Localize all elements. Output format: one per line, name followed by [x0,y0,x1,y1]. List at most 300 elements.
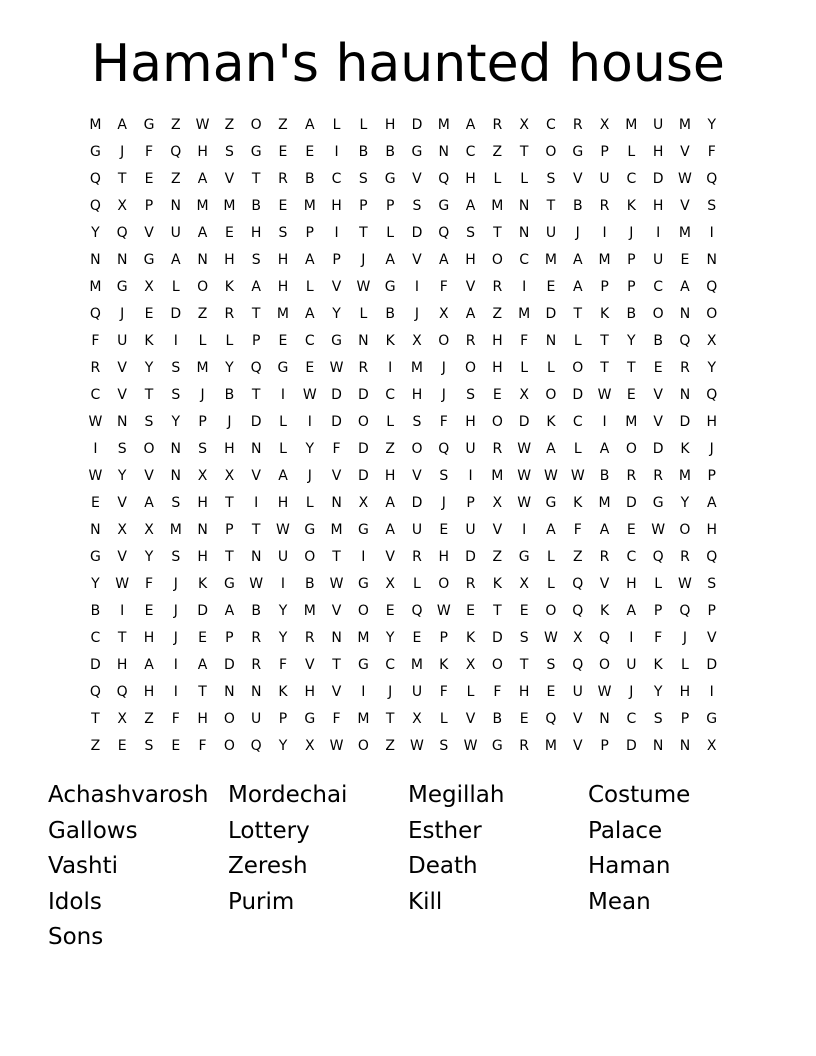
grid-letter: Z [492,549,503,565]
grid-row [82,571,738,598]
grid-letter: A [465,198,476,214]
grid-letter: H [304,684,316,700]
grid-row [82,409,738,436]
grid-letter: M [276,306,290,322]
grid-letter: W [88,414,103,430]
grid-letter: A [197,657,208,673]
grid-letter: X [304,738,315,754]
grid-letter: X [519,117,529,133]
grid-letter: D [411,495,423,511]
grid-letter: N [116,414,128,430]
grid-letter: M [678,117,691,133]
grid-letter: G [384,171,396,187]
grid-letter: V [144,225,154,241]
grid-letter: D [706,657,718,673]
grid-letter: X [224,468,235,484]
grid-letter: M [330,522,343,538]
grid-letter: H [277,279,289,295]
grid-letter: M [223,198,236,214]
grid-letter: I [307,414,312,430]
grid-letter: O [706,306,718,322]
grid-letter: B [626,306,637,322]
grid-letter: E [305,144,315,160]
grid-letter: A [572,279,583,295]
grid-letter: A [385,252,395,268]
grid-letter: J [441,360,446,376]
grid-letter: C [465,144,476,160]
grid-letter: W [302,387,317,403]
grid-letter: Y [144,549,154,565]
grid-letter: V [385,549,395,565]
grid-letter: S [466,387,475,403]
grid-letter: O [223,711,235,727]
grid-letter: G [250,144,262,160]
word-list-item: Vashti [48,853,119,879]
grid-letter: F [493,684,502,700]
grid-letter: N [224,684,235,700]
grid-letter: O [491,414,503,430]
grid-letter: V [331,684,342,700]
grid-letter: I [254,495,259,511]
grid-letter: I [120,603,125,619]
grid-letter: W [195,117,210,133]
grid-letter: G [357,576,369,592]
grid-letter: E [278,144,288,160]
grid-row [82,328,738,355]
grid-letter: S [144,414,154,430]
grid-letter: H [626,576,637,592]
grid-letter: K [680,441,690,457]
grid-letter: J [173,630,178,646]
grid-letter: P [627,279,636,295]
grid-letter: K [197,576,208,592]
grid-letter: D [90,657,101,673]
grid-letter: B [572,198,583,214]
grid-letter: G [357,522,369,538]
grid-letter: Y [707,117,716,133]
grid-letter: G [545,495,557,511]
grid-row [82,598,738,625]
grid-letter: V [412,252,422,268]
grid-letter: S [653,711,663,727]
grid-letter: L [225,333,234,349]
grid-letter: N [90,522,101,538]
grid-letter: O [357,603,369,619]
grid-row [82,139,738,166]
grid-letter: R [492,117,503,133]
grid-letter: Y [117,468,127,484]
grid-letter: A [171,252,181,268]
grid-letter: O [357,738,369,754]
grid-letter: F [439,279,448,295]
word-search-grid [82,112,738,760]
grid-letter: R [492,279,503,295]
grid-letter: N [518,225,530,241]
grid-letter: O [223,738,235,754]
grid-letter: T [144,387,154,403]
grid-letter: O [652,306,664,322]
grid-letter: K [573,495,583,511]
grid-letter: M [303,603,316,619]
grid-letter: C [385,657,396,673]
grid-letter: K [599,603,610,619]
grid-letter: A [599,441,610,457]
grid-letter: F [144,576,154,592]
grid-letter: A [465,117,476,133]
grid-letter: Y [171,414,181,430]
grid-letter: B [251,198,261,214]
grid-letter: M [89,117,102,133]
grid-letter: E [519,603,529,619]
grid-letter: K [546,414,556,430]
grid-letter: M [357,711,370,727]
grid-letter: U [599,171,610,187]
grid-letter: N [250,684,262,700]
grid-letter: E [546,279,556,295]
grid-letter: A [626,603,637,619]
word-list-item: Esther [408,817,482,844]
grid-letter: N [250,549,262,565]
grid-letter: L [386,414,395,430]
grid-letter: L [386,225,395,241]
grid-letter: E [412,630,422,646]
grid-letter: E [144,603,154,619]
grid-letter: P [359,198,368,214]
grid-letter: I [361,549,366,565]
grid-letter: P [385,198,395,214]
grid-letter: F [198,738,207,754]
grid-letter: U [653,252,664,268]
grid-letter: Y [91,225,100,241]
grid-letter: A [278,468,288,484]
grid-letter: F [439,684,448,700]
grid-row [82,247,738,274]
grid-letter: U [411,522,423,538]
grid-letter: I [414,279,420,295]
grid-letter: P [653,603,663,619]
grid-row [82,301,738,328]
grid-letter: X [465,657,476,673]
grid-letter: L [413,576,421,592]
grid-letter: Q [706,279,718,295]
grid-letter: V [599,576,610,592]
grid-letter: Z [170,117,181,133]
grid-letter: B [599,468,610,484]
grid-letter: O [491,657,503,673]
grid-row [82,193,738,220]
grid-letter: Z [224,117,235,133]
grid-letter: J [361,252,366,268]
grid-letter: G [491,738,503,754]
grid-letter: A [197,225,208,241]
grid-letter: Z [572,549,583,565]
grid-letter: S [171,387,181,403]
grid-letter: R [599,549,610,565]
grid-letter: C [385,387,396,403]
grid-letter: T [251,387,261,403]
grid-letter: U [170,225,181,241]
grid-letter: T [251,171,261,187]
grid-letter: T [251,306,261,322]
grid-letter: A [224,603,235,619]
grid-letter: D [625,738,637,754]
grid-letter: H [706,522,717,538]
grid-letter: N [545,333,557,349]
grid-letter: R [519,738,530,754]
grid-letter: V [572,711,583,727]
grid-letter: Z [278,117,288,133]
grid-letter: T [359,225,368,241]
grid-letter: X [599,117,610,133]
grid-letter: A [706,495,717,511]
grid-letter: V [304,657,315,673]
grid-letter: H [465,252,476,268]
grid-letter: V [412,171,422,187]
grid-letter: I [522,522,527,538]
grid-letter: D [223,657,235,673]
grid-letter: N [358,333,369,349]
grid-letter: N [116,252,128,268]
grid-letter: R [251,630,262,646]
grid-letter: H [331,198,342,214]
grid-letter: J [200,387,205,403]
grid-letter: G [116,279,128,295]
grid-letter: Q [572,657,584,673]
grid-letter: S [117,441,127,457]
grid-letter: S [519,630,529,646]
grid-letter: G [277,360,289,376]
grid-letter: N [331,630,342,646]
grid-letter: E [626,387,636,403]
grid-letter: T [573,306,583,322]
grid-letter: N [250,441,262,457]
grid-letter: D [331,414,342,430]
grid-letter: P [225,522,234,538]
grid-letter: Q [706,387,718,403]
grid-letter: C [331,171,342,187]
grid-letter: C [626,711,637,727]
grid-letter: O [197,279,209,295]
grid-letter: E [117,738,127,754]
grid-letter: Y [278,630,288,646]
grid-letter: H [277,495,289,511]
grid-letter: N [197,252,208,268]
grid-letter: G [706,711,718,727]
grid-letter: S [707,576,717,592]
grid-letter: U [465,522,476,538]
grid-letter: T [332,549,341,565]
grid-letter: W [115,576,130,592]
grid-letter: C [90,630,101,646]
grid-letter: A [304,252,315,268]
grid-letter: U [572,684,583,700]
grid-letter: C [653,279,664,295]
grid-letter: J [441,495,446,511]
grid-letter: E [144,171,154,187]
grid-letter: H [116,657,128,673]
grid-letter: H [652,144,664,160]
grid-letter: I [173,333,178,349]
grid-letter: A [144,657,154,673]
grid-letter: Q [679,603,691,619]
grid-letter: P [439,630,448,646]
grid-letter: T [225,549,234,565]
grid-letter: E [224,225,234,241]
grid-letter: L [681,657,689,673]
grid-letter: W [544,630,558,646]
grid-letter: S [171,549,181,565]
grid-letter: S [439,738,449,754]
grid-letter: P [466,495,475,511]
grid-letter: N [331,495,342,511]
grid-letter: E [626,522,636,538]
grid-letter: Q [706,171,718,187]
grid-letter: M [544,738,557,754]
grid-letter: Q [545,711,557,727]
grid-letter: X [117,711,127,727]
grid-letter: H [277,252,289,268]
grid-letter: W [329,360,344,376]
grid-letter: S [546,657,556,673]
grid-letter: D [625,495,637,511]
grid-letter: C [626,171,637,187]
grid-letter: H [492,333,503,349]
grid-letter: D [652,441,664,457]
grid-letter: I [280,387,286,403]
grid-letter: G [357,657,369,673]
grid-letter: H [197,144,208,160]
grid-letter: T [251,522,261,538]
grid-letter: E [278,198,288,214]
grid-letter: Y [278,738,288,754]
grid-letter: Q [89,306,101,322]
grid-letter: P [600,738,609,754]
grid-letter: T [519,657,529,673]
grid-letter: M [625,117,638,133]
grid-letter: B [358,144,369,160]
grid-letter: F [707,144,716,160]
grid-letter: N [652,738,664,754]
grid-letter: G [89,549,101,565]
grid-letter: W [651,522,666,538]
grid-letter: I [522,279,527,295]
grid-letter: X [144,279,154,295]
grid-letter: H [143,684,155,700]
word-list-item: Kill [408,888,443,915]
grid-letter: H [465,414,476,430]
grid-letter: V [331,279,342,295]
grid-letter: C [90,387,101,403]
grid-letter: N [679,306,691,322]
grid-letter: V [572,171,583,187]
grid-letter: O [545,387,557,403]
grid-letter: R [224,306,235,322]
grid-letter: H [465,171,476,187]
grid-letter: H [492,360,503,376]
grid-letter: T [546,198,556,214]
grid-row [82,679,738,706]
grid-letter: K [224,279,234,295]
grid-letter: O [545,144,557,160]
grid-letter: M [410,360,423,376]
grid-letter: Y [653,684,663,700]
grid-letter: G [331,333,342,349]
grid-letter: R [412,549,422,565]
grid-letter: H [652,198,664,214]
grid-letter: E [680,252,690,268]
grid-letter: J [120,306,125,322]
grid-letter: L [198,333,207,349]
grid-letter: E [305,360,315,376]
grid-letter: B [224,387,235,403]
grid-letter: L [520,360,529,376]
grid-letter: Z [492,144,503,160]
grid-letter: F [654,630,663,646]
grid-letter: U [117,333,128,349]
grid-letter: E [385,603,395,619]
grid-letter: W [517,495,532,511]
grid-letter: R [599,198,610,214]
grid-letter: R [680,549,690,565]
grid-letter: L [547,549,555,565]
grid-letter: V [117,495,127,511]
grid-letter: V [412,468,422,484]
grid-letter: X [385,576,395,592]
grid-letter: F [439,414,448,430]
grid-letter: E [519,711,529,727]
grid-letter: Y [225,360,234,376]
grid-letter: B [385,306,395,322]
grid-row [82,112,738,139]
grid-letter: X [117,522,127,538]
grid-letter: R [251,657,262,673]
grid-letter: V [224,171,235,187]
grid-letter: I [629,630,634,646]
grid-letter: O [438,333,450,349]
grid-letter: M [678,225,691,241]
grid-letter: Q [116,684,128,700]
grid-letter: A [680,279,690,295]
grid-letter: P [600,144,609,160]
grid-letter: C [626,549,637,565]
word-list-item: Death [408,853,478,879]
grid-letter: T [117,630,127,646]
grid-letter: L [627,144,636,160]
grid-letter: E [171,738,181,754]
grid-letter: X [412,711,422,727]
grid-letter: G [572,144,584,160]
grid-letter: Q [652,549,664,565]
grid-letter: O [304,549,316,565]
grid-letter: F [171,711,180,727]
grid-row [82,166,738,193]
word-list-item: Purim [228,888,295,915]
word-list-item: Achashvarosh [48,782,209,808]
grid-letter: F [144,144,154,160]
grid-letter: I [280,576,286,592]
grid-letter: V [492,522,503,538]
grid-letter: M [678,468,691,484]
grid-letter: D [357,387,369,403]
grid-letter: O [411,441,423,457]
word-list-item: Mean [588,888,651,915]
grid-letter: Q [572,603,584,619]
grid-letter: O [625,441,637,457]
grid-letter: X [519,387,529,403]
grid-letter: L [573,441,582,457]
grid-letter: R [90,360,101,376]
grid-letter: K [385,333,395,349]
